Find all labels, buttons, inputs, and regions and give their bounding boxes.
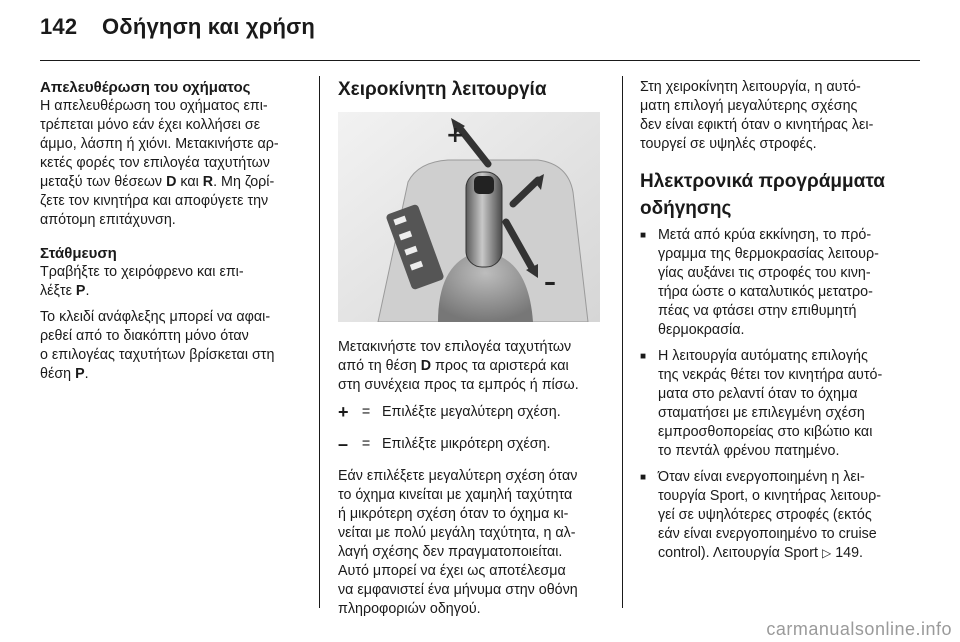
list-item (640, 468, 922, 563)
equals-sign: = (361, 436, 371, 452)
text-fragment: . (84, 366, 89, 382)
parking-text-2 (40, 308, 312, 384)
gear-letter-p: P (75, 283, 86, 299)
watermark: carmanualsonline.info (766, 619, 952, 639)
text-line: εάν είναι ενεργοποιημένο το cruise (658, 526, 877, 542)
minus-icon: – (338, 434, 349, 454)
text-line: ή μικρότερη σχέση όταν το όχημα κι- (338, 506, 569, 522)
text-fragment: λέξτε (40, 283, 76, 299)
manual-mode-note (338, 467, 608, 619)
section-heading-parking: Στάθμευση (40, 245, 117, 262)
manual-mode-intro (640, 78, 922, 154)
section-heading-vehicle-release: Απελευθέρωση του οχήματος (40, 79, 251, 96)
text-line: Μετακινήστε τον επιλογέα ταχυτήτων (338, 339, 572, 355)
text-line: πληροφοριών οδηγού. (338, 601, 481, 617)
text-line: ο επιλογέας ταχυτήτων βρίσκεται στη (40, 347, 275, 363)
text-line: Εάν επιλέξετε μεγαλύτερη σχέση όταν (338, 468, 578, 484)
gear-selector-photo (338, 112, 600, 322)
text-line: στη συνέχεια προς τα εμπρός ή πίσω. (338, 377, 579, 393)
svg-text:–: – (544, 268, 556, 296)
section-heading-manual-mode: Χειροκίνητη λειτουργία (338, 79, 547, 100)
legend-plus-text: Επιλέξτε μεγαλύτερη σχέση. (382, 404, 561, 420)
header-rule (40, 60, 920, 61)
text-line: ματη επιλογή μεγαλύτερης σχέσης (640, 98, 858, 114)
column-divider-2 (622, 76, 623, 608)
column-3 (640, 78, 922, 570)
text-line: Τραβήξτε το χειρόφρενο και επι- (40, 264, 244, 280)
column-2 (338, 78, 608, 626)
list-item (640, 226, 922, 340)
column-divider-1 (319, 76, 320, 608)
gear-selector-illustration (338, 112, 600, 322)
text-line: εμπροσθοπορείας στο κιβώτιο και (658, 424, 873, 440)
text-line: να εμφανιστεί ένα μήνυμα στην οθόνη (338, 582, 578, 598)
text-line: Το κλειδί ανάφλεξης μπορεί να αφαι- (40, 309, 271, 325)
text-line: της νεκράς θέτει τον κινητήρα αυτό- (658, 367, 883, 383)
text-fragment: . (85, 283, 90, 299)
text-fragment: μεταξύ των θέσεων (40, 174, 167, 190)
text-line: θερμοκρασία. (658, 322, 745, 338)
page-reference-link[interactable]: 149. (831, 545, 864, 561)
text-line: Μετά από κρύα εκκίνηση, το πρό- (658, 227, 872, 243)
text-line: γραμμα της θερμοκρασίας λειτουρ- (658, 246, 879, 262)
text-line: γεί σε υψηλότερες στροφές (εκτός (658, 507, 872, 523)
text-line: Όταν είναι ενεργοποιημένη η λει- (658, 469, 865, 485)
legend-plus (338, 403, 608, 422)
gear-letter-d: D (420, 358, 432, 374)
text-line: ματα στο ρελαντί όταν το όχημα (658, 386, 858, 402)
text-line: δεν είναι εφικτή όταν ο κινητήρας λει- (640, 117, 874, 133)
text-line: λαγή σχέσης δεν πραγματοποιείται. (338, 544, 563, 560)
text-line: ρεθεί από το διακόπτη μόνο όταν (40, 328, 249, 344)
page-reference-arrow-icon[interactable]: ▷ (821, 546, 832, 560)
text-line: Αυτό μπορεί να έχει ως αποτέλεσμα (338, 563, 566, 579)
text-line: τουργεί σε υψηλές στροφές. (640, 136, 817, 152)
gear-letter-p: P (75, 366, 85, 382)
text-line: τήρα ώστε ο καταλυτικός μετατρο- (658, 284, 873, 300)
text-line: απότομη επιτάχυνση. (40, 212, 176, 228)
legend-minus (338, 435, 608, 454)
page-title: Οδήγηση και χρήση (102, 14, 316, 39)
svg-text:+: + (446, 123, 465, 148)
legend-minus-text: Επιλέξτε μικρότερη σχέση. (382, 436, 551, 452)
page-number: 142 (40, 14, 78, 39)
text-fragment: . Μη ζορί- (213, 174, 275, 190)
text-line: τρέπεται μόνο εάν έχει κολλήσει σε (40, 117, 261, 133)
text-line: σταματήσει με επιλεγμένη σχέση (658, 405, 865, 421)
text-line: το πεντάλ φρένου πατημένο. (658, 443, 840, 459)
text-fragment: προς τα αριστερά και (431, 358, 569, 374)
text-fragment: control). Λειτουργία Sport (658, 545, 822, 561)
heading-line: οδήγησης (640, 198, 732, 219)
photo-caption (338, 338, 608, 395)
plus-icon: + (338, 402, 349, 422)
page-header (40, 14, 315, 40)
text-line: πέας να φτάσει στην επιθυμητή (658, 303, 857, 319)
column-1 (40, 78, 312, 391)
text-fragment: θέση (40, 366, 76, 382)
section-heading-electronic-programs (640, 168, 922, 222)
text-line: νείται με πολύ μεγάλη ταχύτητα, η αλ- (338, 525, 576, 541)
text-line: κετές φορές τον επιλογέα ταχυτήτων (40, 155, 270, 171)
text-line: γίας αυξάνει τις στροφές του κινη- (658, 265, 871, 281)
text-line: Η απελευθέρωση του οχήματος επι- (40, 98, 268, 114)
text-line: το όχημα κινείται με χαμηλή ταχύτητα (338, 487, 573, 503)
heading-line: Ηλεκτρονικά προγράμματα (640, 171, 885, 192)
program-bullet-list (640, 226, 922, 563)
equals-sign: = (361, 404, 371, 420)
text-fragment: από τη θέση (338, 358, 421, 374)
gear-letter-d: D (166, 174, 177, 190)
vehicle-release-text (40, 97, 312, 230)
text-line: άμμο, λάσπη ή χιόνι. Μετακινήστε αρ- (40, 136, 279, 152)
list-item (640, 347, 922, 461)
gear-letter-r: R (202, 174, 214, 190)
parking-text-1 (40, 263, 312, 301)
text-line: Στη χειροκίνητη λειτουργία, η αυτό- (640, 79, 861, 95)
text-line: τουργία Sport, ο κινητήρας λειτουρ- (658, 488, 882, 504)
text-line: Η λειτουργία αυτόματης επιλογής (658, 348, 868, 364)
text-line: ζετε τον κινητήρα και αποφύγετε την (40, 193, 269, 209)
text-fragment: και (176, 174, 203, 190)
